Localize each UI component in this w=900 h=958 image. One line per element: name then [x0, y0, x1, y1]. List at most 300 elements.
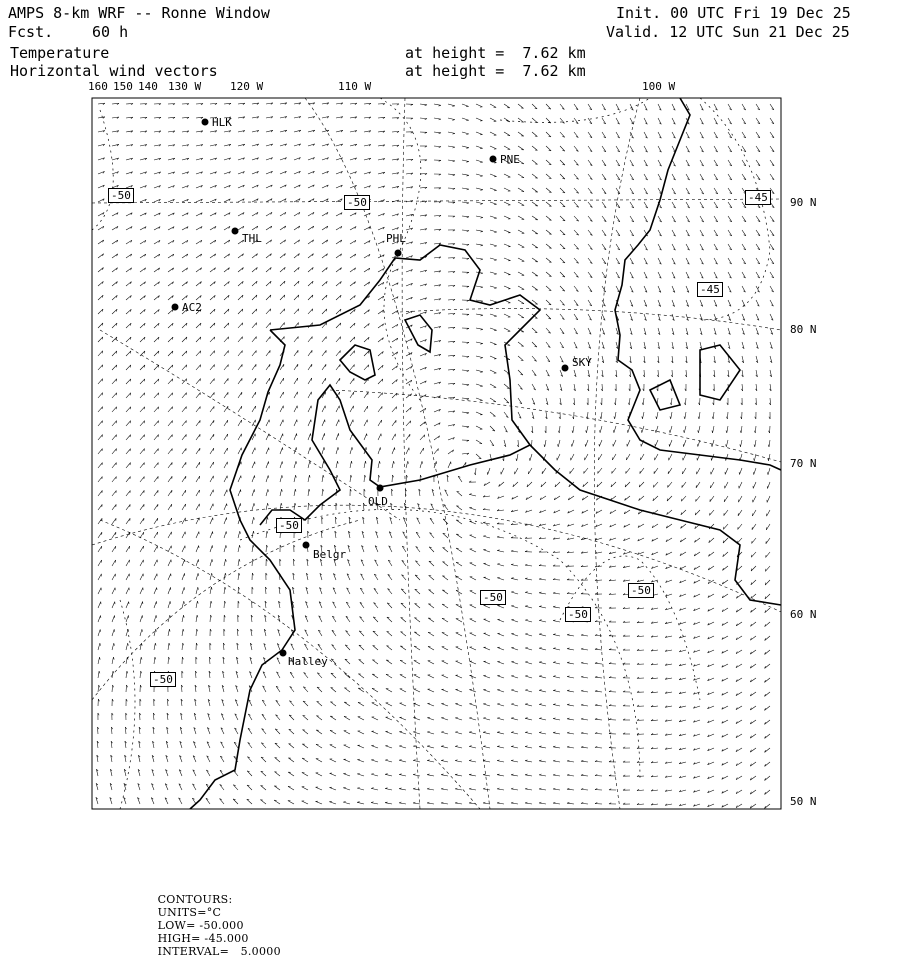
wind-vector — [727, 426, 728, 433]
wind-vector — [455, 761, 462, 762]
wind-vector — [168, 365, 173, 370]
wind-vector — [386, 732, 393, 735]
wind-vector — [294, 309, 299, 314]
wind-vector-head — [211, 587, 212, 589]
wind-vector — [420, 104, 427, 105]
wind-vector — [112, 379, 117, 384]
wind-vector-head — [155, 657, 156, 659]
wind-vector — [98, 629, 100, 636]
wind-vector-head — [399, 760, 401, 761]
wind-vector — [154, 504, 158, 510]
wind-vector — [560, 202, 565, 207]
wind-vector-head — [483, 802, 485, 803]
wind-vector — [238, 378, 242, 384]
wind-vector — [386, 689, 392, 692]
wind-vector — [497, 690, 504, 692]
wind-vector — [252, 559, 253, 566]
wind-vector — [275, 758, 280, 763]
wind-vector — [456, 548, 462, 552]
wind-vector — [154, 463, 158, 469]
wind-vector — [112, 518, 116, 524]
wind-vector — [280, 295, 285, 300]
wind-vector-head — [469, 494, 471, 495]
wind-vector-head — [439, 133, 441, 134]
wind-vector — [280, 448, 283, 455]
wind-vector — [414, 689, 420, 692]
wind-vector-head — [684, 417, 685, 419]
wind-vector — [497, 732, 504, 734]
wind-vector — [442, 576, 448, 580]
wind-vector — [555, 482, 560, 487]
wind-vector — [168, 435, 172, 440]
wind-vector — [126, 435, 131, 440]
wind-vector — [98, 393, 103, 398]
wind-vector — [443, 519, 448, 524]
wind-vector — [490, 202, 497, 204]
wind-vector-head — [581, 648, 583, 649]
wind-vector — [112, 407, 117, 412]
wind-vector — [303, 715, 308, 720]
wind-vector-head — [467, 189, 469, 190]
wind-vector — [518, 244, 524, 247]
wind-vector — [224, 490, 227, 496]
wind-vector — [392, 407, 397, 412]
wind-vector — [546, 188, 551, 193]
wind-vector-head — [385, 788, 387, 789]
wind-vector — [455, 704, 462, 706]
wind-vector — [385, 774, 392, 776]
wind-vector — [511, 620, 518, 622]
wind-vector — [400, 689, 406, 692]
wind-vector — [322, 378, 326, 384]
wind-vector — [497, 761, 504, 762]
wind-vector — [400, 717, 407, 720]
wind-vector — [755, 426, 756, 433]
wind-vector — [518, 272, 524, 275]
wind-vector — [553, 607, 560, 608]
wind-vector — [112, 616, 115, 623]
wind-vector — [455, 732, 462, 734]
wind-vector — [224, 351, 229, 356]
wind-vector — [224, 378, 228, 384]
wind-vector — [640, 468, 644, 474]
wind-vector — [294, 378, 298, 384]
wind-vector — [224, 462, 227, 468]
wind-vector — [713, 412, 714, 419]
wind-vector-head — [197, 601, 198, 603]
wind-vector — [322, 364, 326, 370]
wind-vector — [497, 578, 504, 580]
wind-vector — [511, 634, 518, 636]
wind-vector-head — [494, 260, 496, 261]
wind-vector-head — [399, 788, 401, 789]
wind-vector — [98, 518, 102, 524]
wind-vector — [294, 295, 299, 300]
wind-vector — [753, 482, 756, 488]
wind-vector — [168, 657, 169, 664]
wind-vector — [443, 548, 448, 553]
wind-vector-head — [511, 592, 513, 593]
wind-vector — [504, 286, 510, 289]
wind-vector — [196, 365, 201, 370]
wind-vector — [504, 258, 511, 261]
wind-vector — [518, 132, 524, 136]
wind-vector — [428, 689, 434, 692]
wind-vector — [357, 760, 364, 762]
wind-vector-head — [282, 489, 283, 491]
wind-vector — [98, 616, 101, 623]
wind-vector — [752, 538, 756, 544]
wind-vector — [567, 803, 574, 804]
wind-vector — [182, 476, 186, 482]
wind-vector — [294, 337, 298, 343]
wind-vector — [667, 496, 672, 501]
wind-vector — [754, 454, 756, 461]
wind-vector — [518, 216, 524, 219]
wind-vector — [586, 426, 588, 433]
wind-vector — [581, 649, 588, 650]
wind-vector — [238, 420, 242, 426]
wind-vector — [476, 440, 482, 444]
wind-vector — [766, 552, 770, 558]
wind-vector — [490, 314, 497, 316]
wind-vector-head — [483, 788, 485, 789]
wind-vector — [532, 328, 537, 333]
wind-vector — [196, 323, 201, 328]
wind-vector — [210, 309, 215, 314]
wind-vector — [252, 448, 255, 454]
wind-vector — [483, 775, 490, 776]
wind-vector — [490, 412, 496, 416]
wind-vector — [504, 174, 510, 177]
wind-vector — [448, 118, 455, 120]
wind-vector — [98, 337, 103, 342]
wind-vector — [364, 475, 365, 482]
wind-vector — [490, 230, 497, 232]
wind-vector — [112, 643, 114, 650]
wind-vector-head — [413, 731, 416, 732]
wind-vector-head — [525, 648, 528, 649]
wind-vector-head — [754, 445, 755, 447]
wind-vector — [546, 258, 551, 262]
wind-vector — [615, 412, 616, 419]
wind-vector — [525, 775, 532, 776]
wind-vector-head — [567, 648, 569, 649]
wind-vector — [420, 435, 425, 440]
wind-vector — [126, 351, 131, 356]
wind-vector — [428, 632, 434, 636]
wind-vector — [755, 440, 756, 447]
wind-vector — [476, 174, 483, 176]
wind-vector — [140, 379, 145, 384]
wind-vector-head — [253, 545, 254, 547]
wind-vector — [476, 286, 483, 287]
wind-vector — [567, 775, 574, 776]
wind-vector — [448, 104, 455, 106]
wind-vector — [428, 675, 434, 678]
wind-vector — [476, 412, 483, 415]
wind-vector-head — [511, 578, 513, 579]
wind-vector — [724, 510, 728, 516]
wind-vector — [712, 440, 714, 447]
wind-vector — [126, 615, 128, 622]
wind-vector — [224, 587, 225, 594]
wind-vector-head — [525, 704, 528, 705]
wind-vector — [641, 454, 645, 460]
wind-vector-head — [539, 732, 541, 733]
wind-vector — [196, 587, 198, 594]
wind-vector — [518, 174, 524, 178]
wind-vector — [400, 675, 406, 678]
wind-vector — [469, 761, 476, 762]
wind-vector — [595, 663, 602, 664]
wind-vector — [434, 104, 441, 105]
wind-vector — [274, 800, 280, 804]
wind-vector-head — [600, 417, 601, 419]
wind-vector-head — [525, 732, 527, 733]
wind-vector — [553, 761, 560, 762]
wind-vector — [546, 230, 552, 234]
wind-vector — [669, 440, 672, 447]
wind-vector — [462, 146, 469, 148]
wind-vector — [343, 788, 350, 790]
wind-vector — [484, 661, 491, 664]
wind-vector — [350, 365, 354, 371]
wind-vector — [168, 629, 169, 636]
wind-vector — [595, 705, 602, 706]
wind-vector — [567, 761, 574, 762]
wind-vector — [98, 323, 103, 328]
wind-vector-head — [453, 147, 455, 148]
wind-vector — [476, 356, 483, 358]
wind-vector — [560, 174, 565, 179]
wind-vector — [224, 504, 227, 510]
wind-vector — [553, 733, 560, 734]
wind-vector — [406, 475, 407, 482]
wind-vector-head — [480, 344, 482, 345]
wind-vector — [196, 490, 200, 496]
wind-vector-head — [567, 788, 569, 789]
wind-vector — [350, 378, 354, 384]
wind-vector — [154, 532, 158, 538]
wind-vector-head — [183, 629, 184, 631]
wind-vector — [294, 281, 299, 286]
wind-vector-head — [156, 615, 157, 618]
wind-vector — [462, 188, 469, 189]
wind-vector — [567, 691, 574, 692]
wind-vector — [224, 518, 227, 525]
wind-vector — [238, 476, 241, 482]
wind-vector — [462, 230, 469, 231]
wind-vector — [518, 202, 524, 205]
wind-vector-head — [567, 746, 569, 747]
wind-vector — [737, 538, 742, 543]
wind-vector-head — [295, 489, 296, 491]
wind-vector-head — [100, 643, 101, 646]
wind-vector — [308, 295, 313, 300]
wind-vector-head — [296, 461, 297, 463]
wind-vector-head — [539, 648, 542, 649]
wind-vector — [490, 426, 495, 431]
wind-vector — [261, 757, 266, 762]
wind-vector — [642, 426, 644, 433]
wind-vector — [525, 565, 532, 566]
wind-vector — [308, 475, 309, 482]
wind-vector — [140, 490, 144, 496]
wind-vector — [442, 689, 449, 692]
wind-vector — [595, 762, 602, 763]
wind-vector — [484, 647, 491, 650]
wind-vector — [639, 482, 644, 487]
wind-vector — [98, 588, 101, 594]
wind-vector — [532, 160, 538, 164]
wind-vector-head — [211, 601, 212, 603]
wind-vector — [546, 272, 551, 277]
wind-vector — [713, 426, 714, 433]
wind-vector — [511, 775, 518, 776]
wind-vector — [322, 489, 323, 496]
wind-vector — [252, 337, 256, 342]
wind-vector — [581, 747, 588, 748]
wind-vector — [684, 426, 686, 433]
wind-vector — [224, 309, 229, 314]
wind-vector — [490, 146, 496, 149]
wind-vector — [560, 188, 565, 193]
wind-vector — [497, 662, 504, 664]
wind-vector — [317, 687, 322, 692]
wind-vector — [210, 379, 214, 385]
wind-vector-head — [553, 648, 555, 649]
wind-vector — [532, 244, 538, 248]
wind-vector — [616, 398, 617, 405]
wind-vector — [532, 216, 538, 220]
wind-vector-head — [581, 634, 583, 635]
wind-vector — [541, 482, 546, 487]
wind-vector-head — [212, 573, 213, 575]
wind-vector — [539, 747, 546, 748]
wind-vector — [280, 503, 281, 510]
wind-vector — [511, 592, 518, 594]
wind-vector — [210, 351, 215, 356]
wind-vector — [600, 426, 602, 433]
wind-vector — [559, 426, 560, 433]
wind-vector — [448, 462, 451, 468]
wind-vector — [441, 761, 448, 763]
wind-vector — [252, 351, 256, 357]
wind-vector — [490, 118, 496, 121]
wind-vector — [400, 660, 406, 664]
wind-vector — [112, 477, 116, 483]
wind-vector — [476, 328, 483, 329]
wind-vector-head — [480, 204, 482, 205]
wind-vector — [112, 393, 117, 398]
wind-vector-head — [525, 620, 527, 621]
wind-vector — [280, 323, 285, 328]
wind-vector-head — [483, 732, 485, 733]
wind-vector — [238, 587, 239, 594]
wind-vector — [525, 761, 532, 762]
wind-vector — [612, 454, 616, 460]
wind-vector — [581, 677, 588, 678]
wind-vector — [252, 462, 255, 468]
wind-vector — [140, 421, 145, 426]
wind-vector — [462, 174, 469, 175]
wind-vector-head — [156, 629, 157, 631]
wind-vector — [476, 426, 482, 429]
wind-vector — [168, 518, 172, 524]
wind-vector — [112, 546, 116, 552]
wind-vector — [378, 379, 383, 384]
wind-vector — [210, 518, 213, 524]
wind-vector-head — [712, 444, 713, 446]
wind-vector — [294, 364, 298, 370]
wind-vector-head — [296, 475, 297, 477]
wind-vector — [470, 619, 476, 622]
wind-vector — [322, 350, 326, 356]
wind-vector — [532, 132, 537, 137]
wind-vector-head — [553, 760, 555, 761]
wind-vector-head — [413, 788, 415, 789]
wind-vector — [585, 454, 588, 460]
wind-vector — [330, 759, 336, 762]
wind-vector — [196, 573, 198, 580]
wind-vector — [583, 482, 588, 487]
wind-vector — [539, 620, 546, 622]
wind-vector — [210, 476, 213, 482]
wind-vector — [224, 406, 228, 412]
wind-vector-head — [212, 559, 213, 562]
wind-vector — [483, 704, 490, 706]
wind-vector-head — [469, 746, 471, 747]
wind-vector — [483, 690, 490, 692]
wind-vector-head — [268, 503, 269, 505]
wind-vector — [196, 462, 200, 468]
wind-vector-head — [441, 746, 443, 747]
wind-vector — [462, 370, 469, 371]
wind-vector — [112, 588, 115, 594]
wind-vector-head — [466, 148, 468, 149]
wind-vector — [399, 760, 406, 762]
wind-vector — [469, 746, 476, 748]
wind-vector — [560, 272, 565, 277]
wind-vector — [511, 551, 518, 552]
wind-vector-head — [712, 431, 713, 433]
wind-vector-head — [516, 459, 517, 461]
wind-vector — [517, 454, 518, 461]
wind-vector — [350, 475, 351, 482]
wind-vector — [539, 761, 546, 762]
wind-vector — [350, 406, 354, 412]
wind-vector — [456, 619, 462, 622]
wind-vector — [371, 760, 378, 762]
wind-vector — [553, 803, 560, 804]
wind-vector — [289, 744, 294, 748]
wind-vector — [266, 462, 269, 469]
wind-vector — [490, 132, 496, 135]
wind-vector — [741, 426, 742, 433]
wind-vector — [525, 690, 532, 692]
wind-vector — [462, 104, 469, 106]
wind-vector-head — [544, 445, 545, 447]
wind-vector — [595, 719, 602, 720]
wind-vector-head — [754, 458, 755, 460]
wind-vector — [140, 574, 143, 580]
wind-vector-head — [198, 587, 199, 590]
wind-vector — [112, 657, 113, 664]
wind-vector — [490, 174, 497, 177]
wind-vector-head — [511, 690, 513, 691]
wind-vector — [546, 146, 551, 151]
